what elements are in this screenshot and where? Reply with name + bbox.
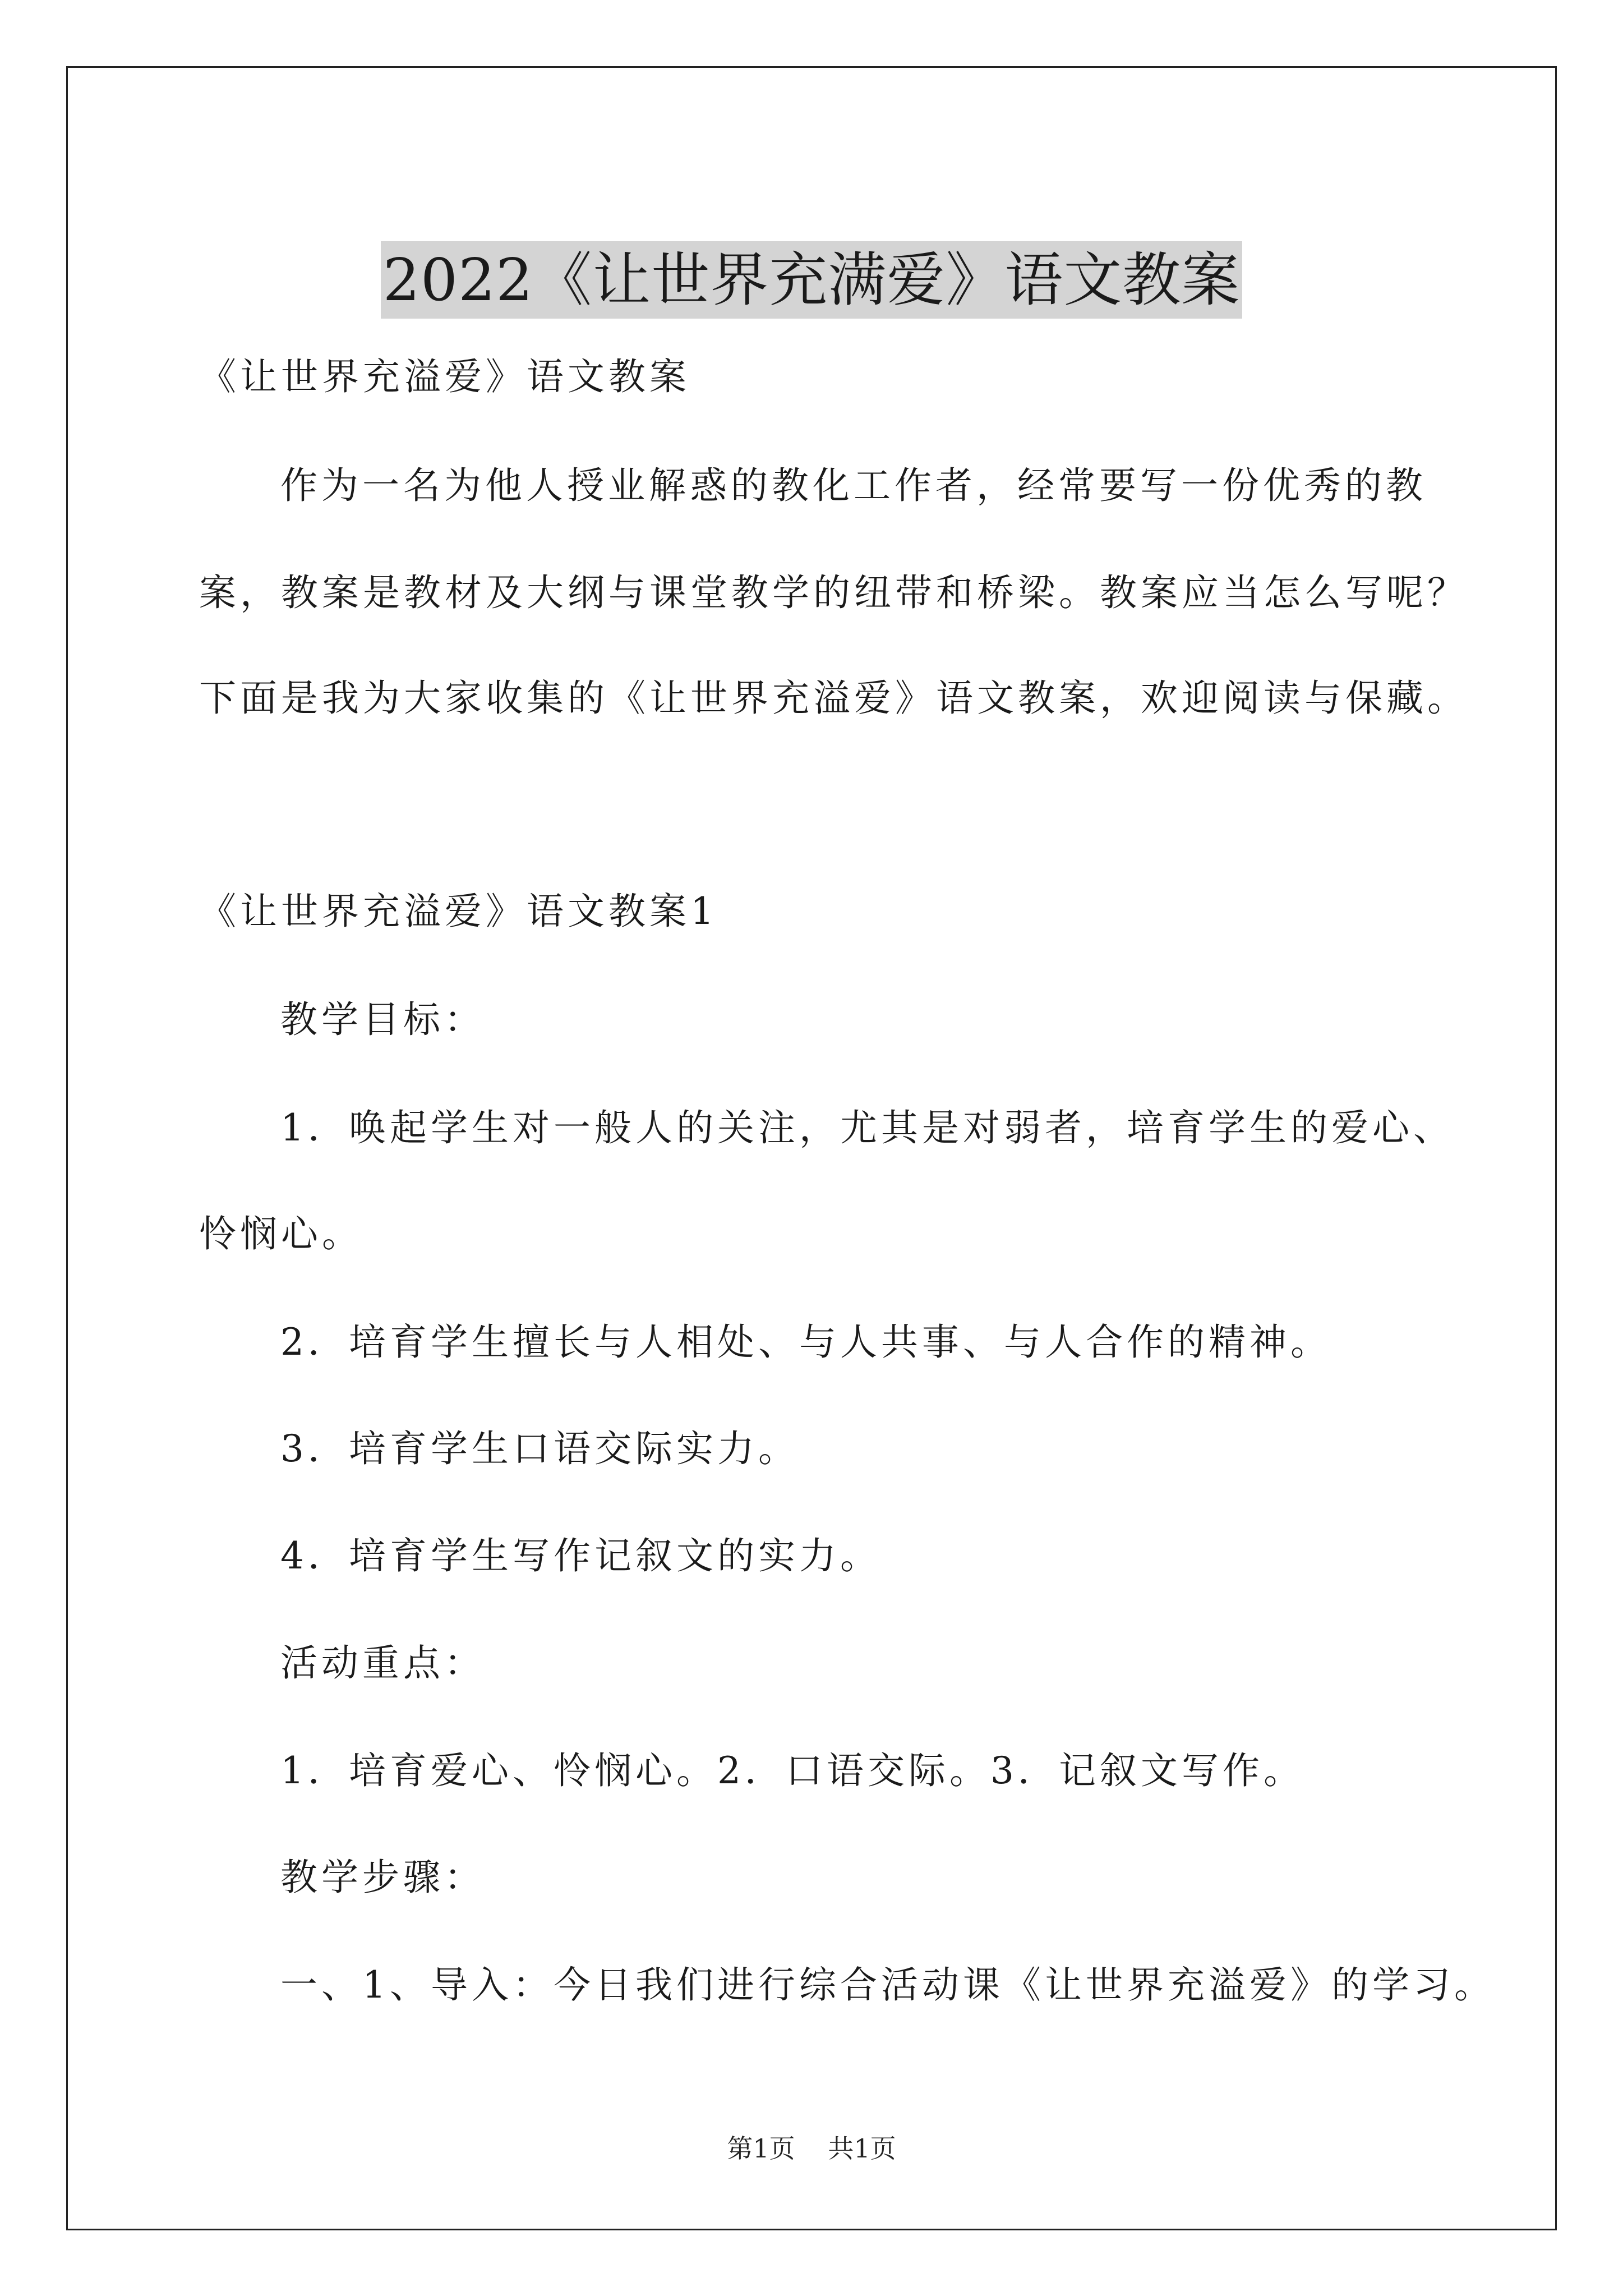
teaching-steps-heading: 教学步骤： <box>280 1856 485 1899</box>
section-heading: 《让世界充溢爱》语文教案1 <box>199 890 718 933</box>
goal-item-1-line-1: 1．唤起学生对一般人的关注，尤其是对弱者，培育学生的爱心、 <box>280 1106 1454 1149</box>
activity-focus-heading: 活动重点： <box>280 1641 485 1685</box>
intro-paragraph-line-2: 案，教案是教材及大纲与课堂教学的纽带和桥梁。教案应当怎么写呢？ <box>199 571 1468 614</box>
page-footer <box>0 2132 1623 2165</box>
document-title: 2022《让世界充满爱》语文教案 <box>381 241 1243 319</box>
goal-item-4: 4．培育学生写作记叙文的实力。 <box>280 1534 881 1577</box>
teaching-goals-heading: 教学目标： <box>280 998 485 1041</box>
page-total: 共1页 <box>828 2133 896 2164</box>
subtitle-line: 《让世界充溢爱》语文教案 <box>199 355 690 398</box>
intro-paragraph-line-1: 作为一名为他人授业解惑的教化工作者，经常要写一份优秀的教 <box>280 464 1427 507</box>
activity-focus-items: 1．培育爱心、怜悯心。2．口语交际。3．记叙文写作。 <box>280 1749 1304 1792</box>
goal-item-2: 2．培育学生擅长与人相处、与人共事、与人合作的精神。 <box>280 1320 1331 1364</box>
step-1-intro: 一、1、导入：今日我们进行综合活动课《让世界充溢爱》的学习。 <box>280 1963 1495 2007</box>
goal-item-1-line-2: 怜悯心。 <box>199 1212 363 1255</box>
goal-item-3: 3．培育学生口语交际实力。 <box>280 1427 799 1470</box>
page-number: 第1页 <box>727 2133 795 2164</box>
intro-paragraph-line-3: 下面是我为大家收集的《让世界充溢爱》语文教案，欢迎阅读与保藏。 <box>199 677 1468 720</box>
title-container <box>0 202 1623 357</box>
